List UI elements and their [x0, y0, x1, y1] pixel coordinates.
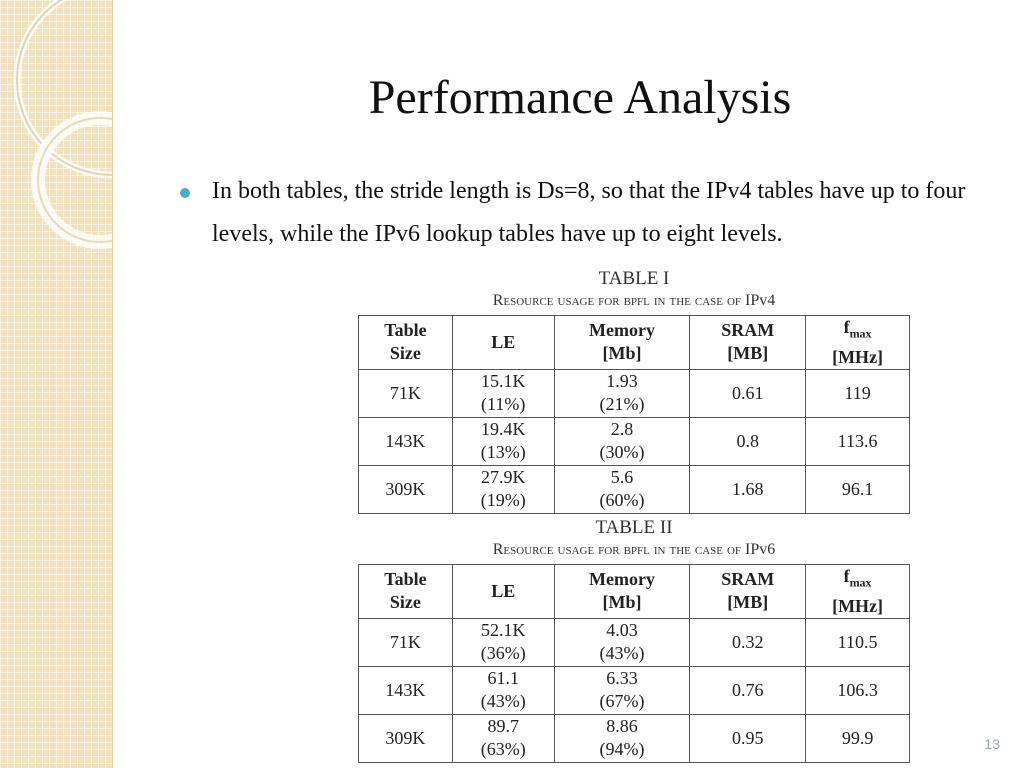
slide-title: Performance Analysis: [368, 71, 792, 124]
cell-fmax: 96.1: [806, 465, 910, 513]
cell-sram: 0.76: [690, 666, 806, 714]
cell-size: 143K: [359, 417, 453, 465]
cell-fmax: 99.9: [806, 714, 910, 762]
table-row: [359, 465, 910, 513]
table-header-row: [359, 565, 910, 619]
page-number: 13: [984, 736, 1000, 752]
decorative-rings: [0, 0, 112, 768]
header-cell: Table Size: [359, 565, 453, 619]
table-caption: TABLE I: [598, 268, 670, 289]
table-row: [359, 666, 910, 714]
table-row: [359, 417, 910, 465]
cell-le: 19.4K (13%): [452, 417, 554, 465]
cell-le: 52.1K (36%): [452, 618, 554, 666]
table-subcaption: [358, 539, 910, 561]
table-i-block: [358, 268, 910, 514]
cell-sram: 0.8: [690, 417, 806, 465]
decorative-sidebar: [0, 0, 113, 768]
cell-size: 143K: [359, 666, 453, 714]
header-cell: $f_{max}$ [MHz]: [806, 565, 910, 619]
cell-size: 71K: [359, 618, 453, 666]
cell-sram: 0.95: [690, 714, 806, 762]
table-caption: TABLE II: [595, 517, 673, 538]
cell-le: 15.1K (11%): [452, 369, 554, 417]
table-ii-block: [358, 517, 910, 763]
cell-sram: 0.61: [690, 369, 806, 417]
cell-sram: 0.32: [690, 618, 806, 666]
cell-size: 309K: [359, 714, 453, 762]
header-cell: SRAM [MB]: [690, 565, 806, 619]
header-cell: LE: [452, 316, 554, 370]
cell-fmax: 106.3: [806, 666, 910, 714]
cell-size: 309K: [359, 465, 453, 513]
header-cell: LE: [452, 565, 554, 619]
cell-size: 71K: [359, 369, 453, 417]
subcaption-text: Resource usage for bpfl in the case of: [492, 292, 742, 309]
resource-table-ipv6: [358, 564, 910, 763]
header-cell: Table Size: [359, 316, 453, 370]
cell-le: 89.7 (63%): [452, 714, 554, 762]
subcaption-text: Resource usage for bpfl in the case of: [492, 541, 742, 558]
cell-le: 27.9K (19%): [452, 465, 554, 513]
subcaption-protocol: IPv6: [745, 541, 776, 558]
cell-fmax: 110.5: [806, 618, 910, 666]
cell-le: 61.1 (43%): [452, 666, 554, 714]
cell-fmax: 113.6: [806, 417, 910, 465]
subcaption-protocol: IPv4: [745, 292, 776, 309]
header-cell: SRAM [MB]: [690, 316, 806, 370]
header-cell: $f_{max}$ [MHz]: [806, 316, 910, 370]
cell-memory: 8.86 (94%): [554, 714, 690, 762]
resource-table-ipv4: [358, 315, 910, 514]
cell-sram: 1.68: [690, 465, 806, 513]
table-row: [359, 369, 910, 417]
bullet-icon: [180, 188, 190, 198]
table-subcaption: [358, 290, 910, 312]
cell-memory: 6.33 (67%): [554, 666, 690, 714]
table-header-row: [359, 316, 910, 370]
cell-fmax: 119: [806, 369, 910, 417]
bullet-text: In both tables, the stride length is Ds=8, so that the IPv4 tables have up to four levels, while the IPv6 lookup tables have up to eight levels.: [212, 178, 966, 247]
cell-memory: 4.03 (43%): [554, 618, 690, 666]
cell-memory: 5.6 (60%): [554, 465, 690, 513]
table-row: [359, 714, 910, 762]
cell-memory: 1.93 (21%): [554, 369, 690, 417]
table-row: [359, 618, 910, 666]
header-cell: Memory [Mb]: [554, 316, 690, 370]
cell-memory: 2.8 (30%): [554, 417, 690, 465]
header-cell: Memory [Mb]: [554, 565, 690, 619]
